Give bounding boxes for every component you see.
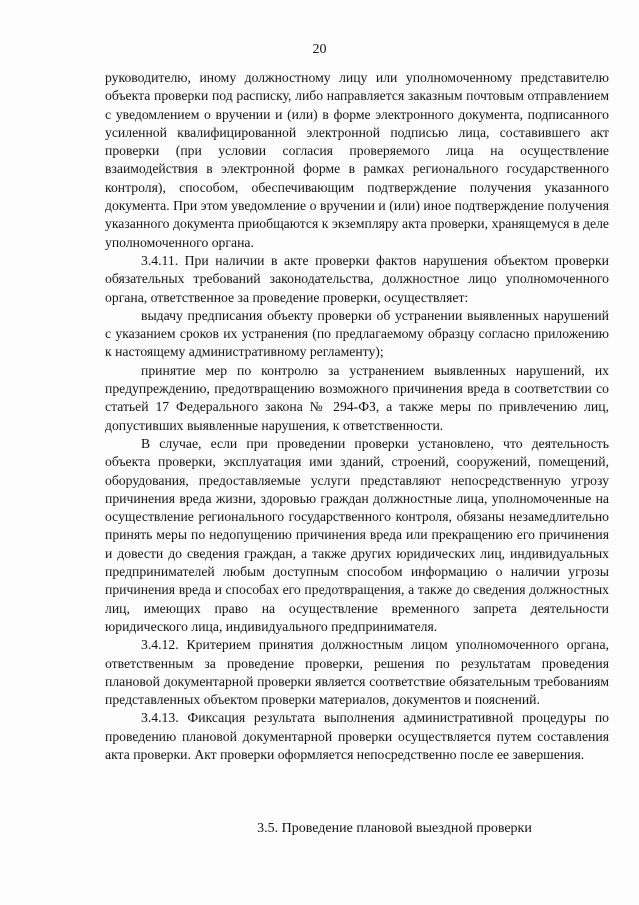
paragraph-3-4-13: 3.4.13. Фиксация результата выполнения административной процедуры по проведению плановой документарной проверки осуществляется путем составления акта проверки. Акт проверки оформляется непосредственно после ее завершения. — [105, 710, 609, 762]
paragraph-3-4-12: 3.4.12. Критерием принятия должностным лицом уполномоченного органа, ответственным за проведение проверки, решения по результатам проведения плановой документарной проверки является соответствие обязательным требованиям представленных объектом проверки материалов, документов и пояснений. — [105, 637, 609, 708]
paragraph-3-4-11: 3.4.11. При наличии в акте проверки фактов нарушения объектом проверки обязательных требований законодательства, должностное лицо уполномоченного органа, ответственное за проведение проверки, осуществляет: — [105, 252, 609, 305]
paragraph-threat-case: В случае, если при проведении проверки установлено, что деятельность объекта проверки, эксплуатация ими зданий, строений, сооружений, помещений, оборудования, предоставляемые услуги представляют непосредственную угрозу причинения вреда жизни, здоровью граждан должностные лица, уполномоченные на осуществление регионального государственного контроля, обязаны незамедлительно принять меры по недопущению причинения вреда или прекращению его причинения и довести до сведения граждан, а также других юридических лиц, индивидуальных предпринимателей любым доступным способом информацию о наличии угрозы причинения вреда и способах его предотвращения, а также до сведения должностных лиц, имеющих право на осуществление временного запрета деятельности юридического лица, индивидуального предпринимателя. — [105, 435, 609, 634]
paragraph-control-measures: принятие мер по контролю за устранением выявленных нарушений, их предупреждению, предотвращению возможного причинения вреда в соответствии со статьей 17 Федерального закона № 294-ФЗ, а также меры по привлечению лиц, допустивших выявленные нарушения, к ответственности. — [105, 362, 609, 433]
page-number: 20 — [312, 42, 327, 57]
paragraph-continuation: руководителю, иному должностному лицу или уполномоченному представителю объекта проверки под расписку, либо направляется заказным почтовым отправлением с уведомлением о вручении и (или) в форме электронного документа, подписанного усиленной квалифицированной электронной подписью лица, составившего акт проверки (при условии согласия проверяемого лица на осуществление взаимодействия в электронной форме в рамках регионального государственного контроля), способом, обеспечивающим подтверждение получения указанного документа. При этом уведомление о вручении и (или) иное подтверждение получения указанного документа приобщаются к экземпляру акта проверки, хранящемуся в деле уполномоченного органа. — [105, 70, 609, 250]
section-heading: 3.5. Проведение плановой выездной проверки — [257, 821, 532, 836]
paragraph-issue-order: выдачу предписания объекту проверки об устранении выявленных нарушений с указанием сроков их устранения (по предлагаемому образцу согласно приложению к настоящему административному регламенту); — [105, 307, 609, 360]
document-body — [105, 69, 609, 764]
